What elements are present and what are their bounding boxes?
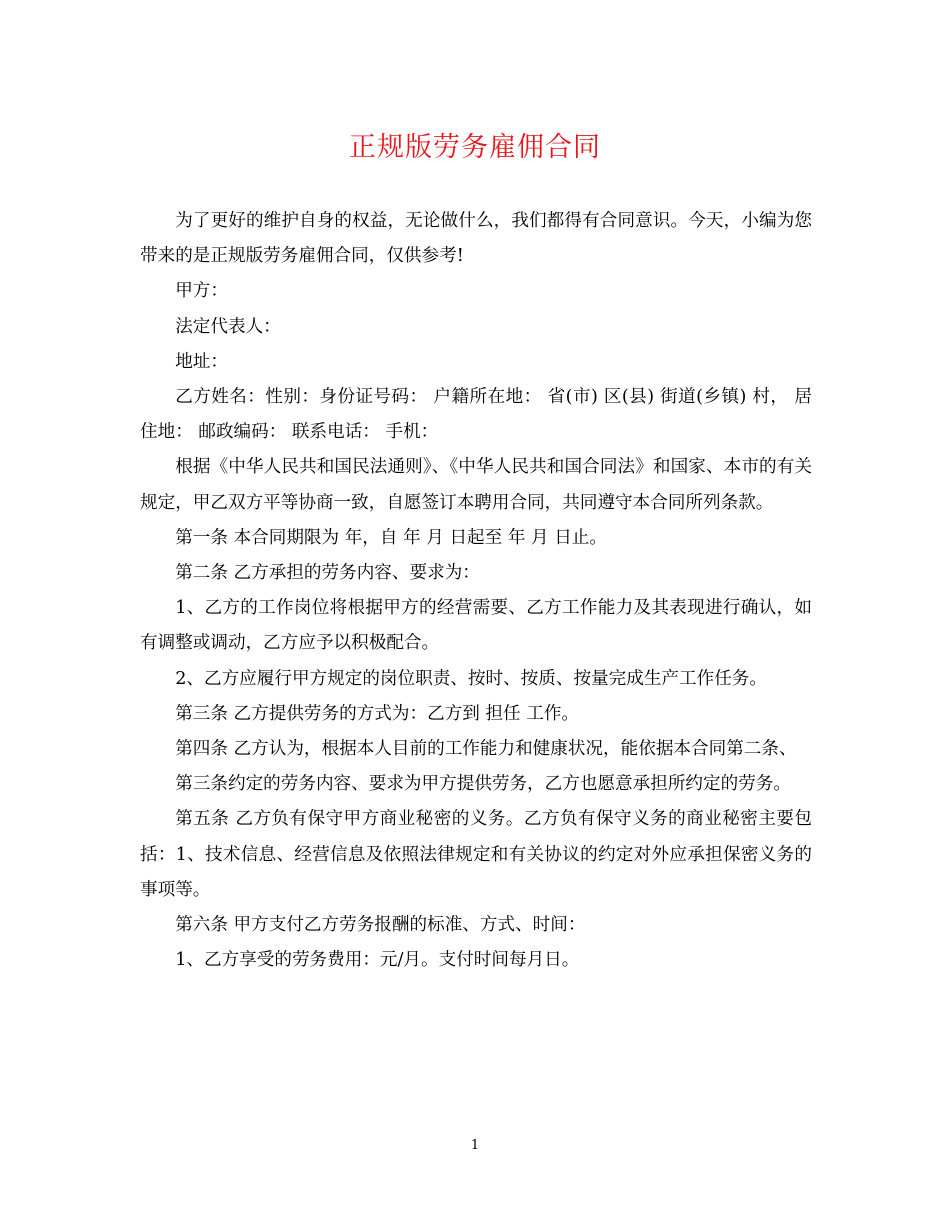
party-a-line: 甲方： <box>175 281 228 302</box>
article-2-item-1: 1、乙方的工作岗位将根据甲方的经营需要、乙方工作能力及其表现进行确认，如有调整或调动，乙方应予以积极配合。 <box>140 598 812 654</box>
article-2-paragraph: 第二条 乙方承担的劳务内容、要求为： <box>175 563 480 584</box>
article-6-item-1: 1、乙方享受的劳务费用：元/月。支付时间每月日。 <box>175 950 580 971</box>
page-number: 1 <box>470 1138 480 1153</box>
article-5-paragraph: 第五条 乙方负有保守甲方商业秘密的义务。乙方负有保守义务的商业秘密主要包括：1、技术信息、经营信息及依照法律规定和有关协议的约定对外应承担保密义务的事项等。 <box>140 809 812 900</box>
article-3-paragraph: 第三条 乙方提供劳务的方式为：乙方到 担任 工作。 <box>175 703 580 724</box>
document-body <box>140 204 812 978</box>
article-1-paragraph: 第一条 本合同期限为 年，自 年 月 日起至 年 月 日止。 <box>175 527 607 548</box>
article-6-paragraph: 第六条 甲方支付乙方劳务报酬的标准、方式、时间： <box>175 915 586 936</box>
legal-representative-line: 法定代表人： <box>175 316 281 337</box>
article-2-item-2: 2、乙方应履行甲方规定的岗位职责、按时、按质、按量完成生产工作任务。 <box>175 668 767 689</box>
intro-paragraph: 为了更好的维护自身的权益，无论做什么，我们都得有合同意识。今天，小编为您带来的是正规版劳务雇佣合同，仅供参考! <box>140 211 812 267</box>
party-b-info-paragraph: 乙方姓名：性别：身份证号码： 户籍所在地： 省(市) 区(县) 街道(乡镇) 村， 居住地： 邮政编码： 联系电话： 手机： <box>140 387 812 443</box>
article-4-continuation: 第三条约定的劳务内容、要求为甲方提供劳务，乙方也愿意承担所约定的劳务。 <box>175 774 791 795</box>
document-title: 正规版劳务雇佣合同 <box>349 132 601 163</box>
address-line: 地址： <box>175 351 228 372</box>
article-4-paragraph: 第四条 乙方认为，根据本人目前的工作能力和健康状况，能依据本合同第二条、 <box>175 739 797 760</box>
legal-basis-paragraph: 根据《中华人民共和国民法通则》、《中华人民共和国合同法》和国家、本市的有关规定，甲乙双方平等协商一致，自愿签订本聘用合同，共同遵守本合同所列条款。 <box>140 457 812 513</box>
